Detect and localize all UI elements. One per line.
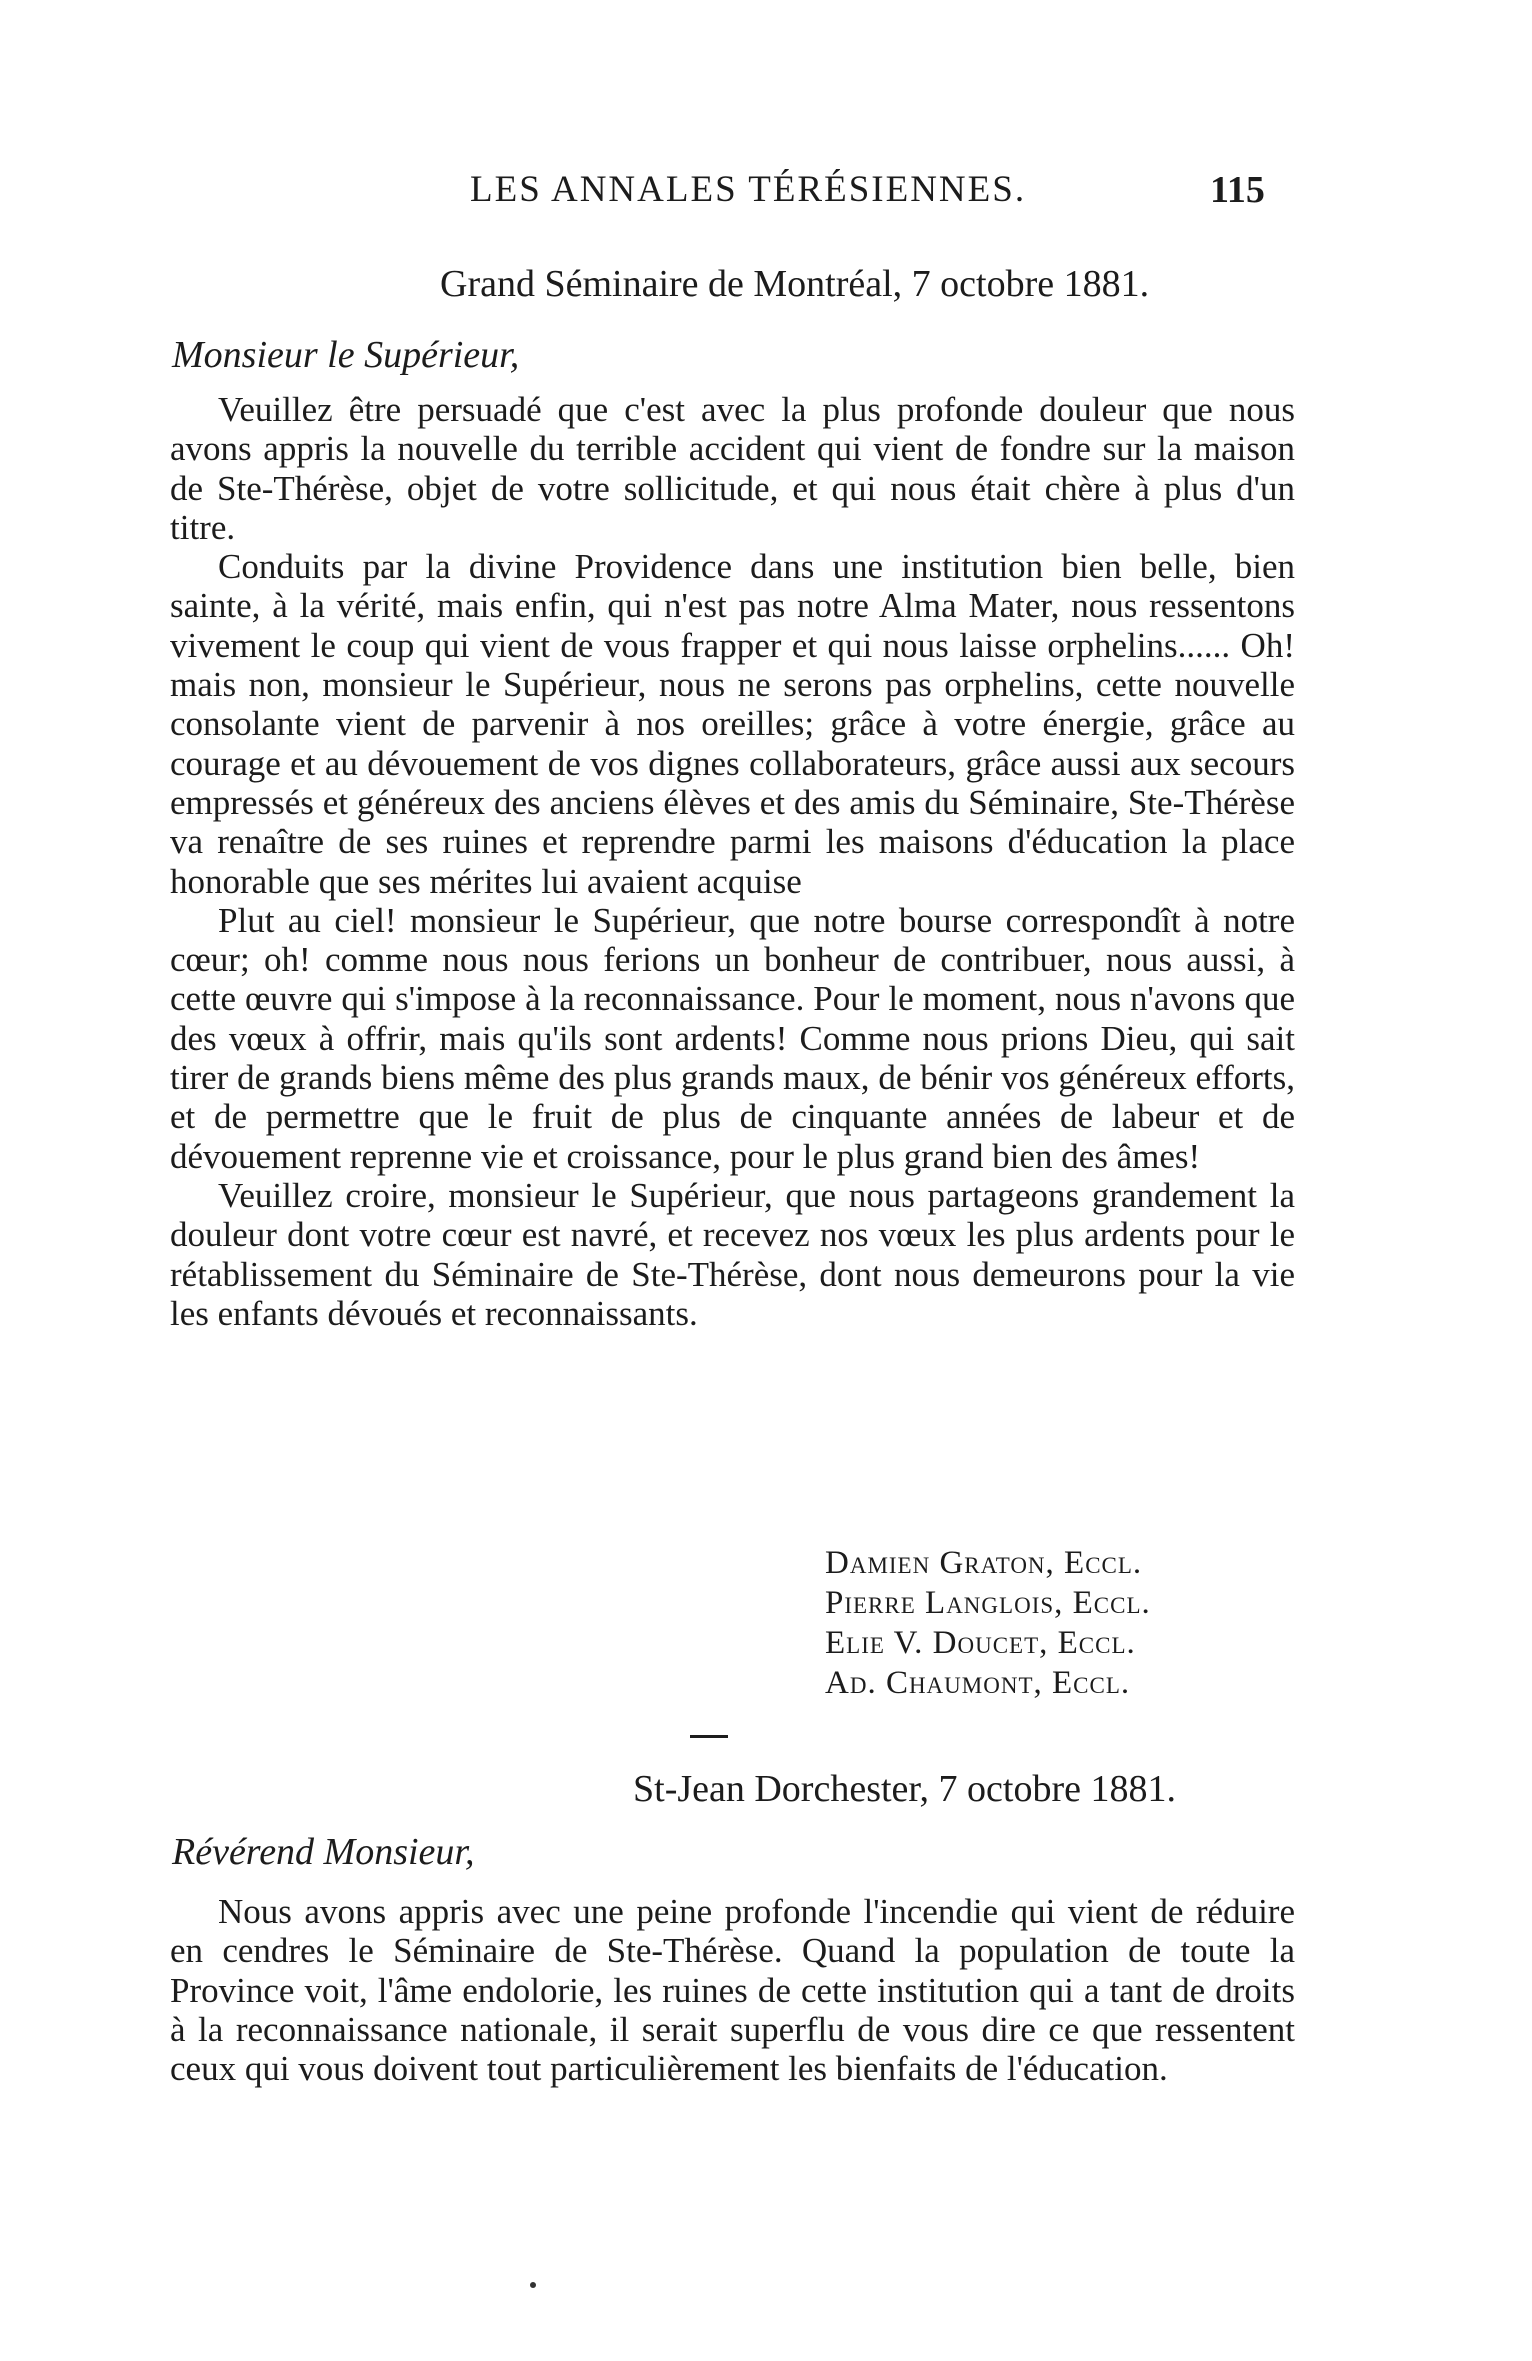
letter1-paragraph: Veuillez croire, monsieur le Supérieur, que nous partageons grandement la douleur dont votre cœur est navré, et recevez nos vœux les plus ardents pour le rétablissement du Séminaire de Ste-Thérèse, dont nous demeurons pour la vie les enfants dévoués et reconnaissants. bbox=[170, 1175, 1295, 1333]
letter1-body bbox=[170, 390, 1295, 1333]
letter2-paragraph: Nous avons appris avec une peine profonde l'incendie qui vient de réduire en cendres le Séminaire de Ste-Thérèse. Quand la population de toute la Province voit, l'âme endolorie, les ruines de cette institution qui a tant de droits à la reconnaissance nationale, il serait superflu de vous dire ce que ressentent ceux qui vous doivent tout particulièrement les bienfaits de l'éducation. bbox=[170, 1892, 1295, 2089]
letter1-dateline: Grand Séminaire de Montréal, 7 octobre 1881. bbox=[440, 263, 1150, 305]
signature-line: Pierre Langlois, Eccl. bbox=[825, 1585, 1151, 1621]
letter1-salutation: Monsieur le Supérieur, bbox=[172, 334, 520, 376]
ink-speck bbox=[530, 2282, 536, 2288]
signature-line: Elie V. Doucet, Eccl. bbox=[825, 1625, 1136, 1661]
letter1-paragraph: Plut au ciel! monsieur le Supérieur, que notre bourse correspondît à notre cœur; oh! comme nous nous ferions un bonheur de contribuer, nous aussi, à cette œuvre qui s'impose à la reconnaissance. Pour le moment, nous n'avons que des vœux à offrir, mais qu'ils sont ardents! Comme nous prions Dieu, qui sait tirer de grands biens même des plus grands maux, de bénir vos généreux efforts, et de permettre que le fruit de plus de cinquante années de labeur et de dévouement reprenne vie et croissance, pour le plus grand bien des âmes! bbox=[170, 900, 1295, 1176]
letter1-paragraph: Conduits par la divine Providence dans une institution bien belle, bien sainte, à la vérité, mais enfin, qui n'est pas notre Alma Mater, nous ressentons vivement le coup qui vient de vous frapper et qui nous laisse orphelins...... Oh! mais non, monsieur le Supérieur, nous ne serons pas orphelins, cette nouvelle consolante vient de parvenir à nos oreilles; grâce à votre énergie, grâce au courage et au dévouement de vos dignes collaborateurs, grâce aussi aux secours empressés et généreux des anciens élèves et des amis du Séminaire, Ste-Thérèse va renaître de ses ruines et reprendre parmi les maisons d'éducation la place honorable que ses mérites lui avaient acquise bbox=[170, 547, 1295, 901]
signature-block bbox=[825, 1543, 1151, 1703]
page-number: 115 bbox=[1210, 169, 1265, 211]
letter1-paragraph: Veuillez être persuadé que c'est avec la plus profonde douleur que nous avons appris la nouvelle du terrible accident qui vient de fondre sur la maison de Ste-Thérèse, objet de votre sollicitude, et qui nous était chère à plus d'un titre. bbox=[170, 390, 1295, 547]
running-head bbox=[0, 168, 1532, 218]
signature-line: Ad. Chaumont, Eccl. bbox=[825, 1665, 1131, 1701]
letter2-body bbox=[170, 1892, 1295, 2088]
running-title: LES ANNALES TÉRÉSIENNES. bbox=[470, 169, 1027, 210]
letter2-salutation: Révérend Monsieur, bbox=[172, 1831, 475, 1873]
letter2-dateline: St-Jean Dorchester, 7 octobre 1881. bbox=[633, 1768, 1176, 1810]
signature-line: Damien Graton, Eccl. bbox=[825, 1545, 1143, 1581]
section-separator bbox=[690, 1735, 728, 1738]
